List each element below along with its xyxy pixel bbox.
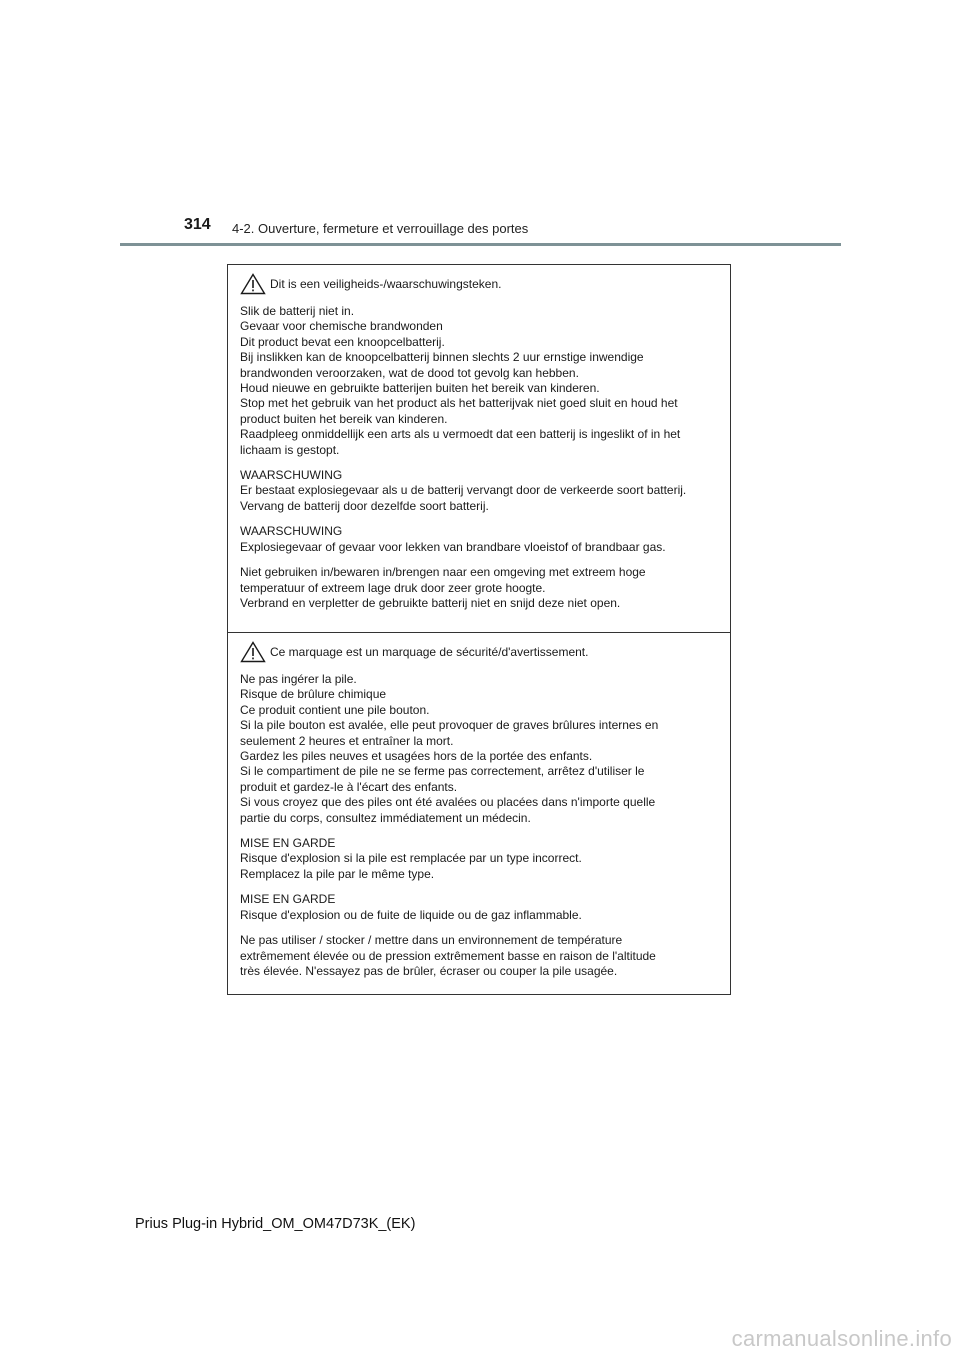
label-line: produit et gardez-le à l'écart des enfants. bbox=[240, 779, 458, 794]
battery-warning-label bbox=[227, 264, 731, 995]
label-line: Si la pile bouton est avalée, elle peut provoquer de graves brûlures internes en bbox=[240, 718, 659, 733]
header-rule bbox=[120, 243, 841, 246]
label-line: temperatuur of extreem lage druk door zeer grote hoogte. bbox=[240, 580, 546, 595]
label-line: seulement 2 heures et entraîner la mort. bbox=[240, 733, 454, 748]
label-line: WAARSCHUWING bbox=[240, 524, 343, 539]
warning-triangle-icon bbox=[240, 641, 266, 663]
label-line: Gevaar voor chemische brandwonden bbox=[240, 319, 443, 334]
warning-triangle-icon bbox=[240, 273, 266, 295]
label-line: Remplacez la pile par le même type. bbox=[240, 866, 435, 881]
section-title: 4-2. Ouverture, fermeture et verrouillage des portes bbox=[232, 221, 529, 236]
label-line: MISE EN GARDE bbox=[240, 892, 336, 907]
label-line: Si le compartiment de pile ne se ferme pas correctement, arrêtez d'utiliser le bbox=[240, 764, 645, 779]
label-line: WAARSCHUWING bbox=[240, 468, 343, 483]
label-header-dutch bbox=[240, 272, 724, 296]
label-section-french bbox=[228, 633, 730, 994]
label-line: partie du corps, consultez immédiatement un médecin. bbox=[240, 810, 531, 825]
label-header-french bbox=[240, 640, 724, 664]
label-line: Risque d'explosion ou de fuite de liquide ou de gaz inflammable. bbox=[240, 907, 582, 922]
label-header-text: Dit is een veiligheids-/waarschuwingsteken. bbox=[270, 276, 502, 291]
label-line: Explosiegevaar of gevaar voor lekken van brandbare vloeistof of brandbaar gas. bbox=[240, 539, 666, 554]
label-line: très élevée. N'essayez pas de brûler, écraser ou couper la pile usagée. bbox=[240, 963, 618, 978]
label-line: extrêmement élevée ou de pression extrêmement basse en raison de l'altitude bbox=[240, 948, 656, 963]
label-line: brandwonden veroorzaken, wat de dood tot gevolg kan hebben. bbox=[240, 365, 579, 380]
label-header-text: Ce marquage est un marquage de sécurité/d'avertissement. bbox=[270, 644, 589, 659]
label-line: Vervang de batterij door dezelfde soort batterij. bbox=[240, 498, 489, 513]
label-body-french bbox=[240, 672, 724, 979]
label-body-dutch bbox=[240, 304, 724, 611]
label-line: Ne pas ingérer la pile. bbox=[240, 672, 357, 686]
label-line: Niet gebruiken in/bewaren in/brengen naar een omgeving met extreem hoge bbox=[240, 565, 646, 580]
label-line: MISE EN GARDE bbox=[240, 836, 336, 851]
label-line: Si vous croyez que des piles ont été avalées ou placées dans n'importe quelle bbox=[240, 795, 656, 810]
label-line: Houd nieuwe en gebruikte batterijen buiten het bereik van kinderen. bbox=[240, 381, 600, 396]
label-section-dutch bbox=[228, 265, 730, 633]
label-line: Gardez les piles neuves et usagées hors de la portée des enfants. bbox=[240, 749, 593, 764]
label-line: Stop met het gebruik van het product als het batterijvak niet goed sluit en houd het bbox=[240, 396, 678, 411]
label-paragraph bbox=[240, 468, 724, 514]
label-line: Raadpleeg onmiddellijk een arts als u vermoedt dat een batterij is ingeslikt of in het bbox=[240, 427, 681, 442]
label-paragraph bbox=[240, 304, 724, 458]
label-line: lichaam is gestopt. bbox=[240, 442, 340, 457]
label-paragraph bbox=[240, 672, 724, 826]
label-line: Er bestaat explosiegevaar als u de batterij vervangt door de verkeerde soort batterij. bbox=[240, 483, 687, 498]
label-line: Bij inslikken kan de knoopcelbatterij binnen slechts 2 uur ernstige inwendige bbox=[240, 350, 644, 365]
label-line: Risque de brûlure chimique bbox=[240, 687, 387, 702]
watermark: carmanualsonline.info bbox=[731, 1326, 952, 1351]
label-paragraph bbox=[240, 892, 724, 923]
label-line: Ce produit contient une pile bouton. bbox=[240, 702, 430, 717]
label-paragraph bbox=[240, 565, 724, 611]
page-number: 314 bbox=[184, 216, 211, 233]
label-line: Ne pas utiliser / stocker / mettre dans un environnement de température bbox=[240, 933, 623, 948]
label-line: Risque d'explosion si la pile est remplacée par un type incorrect. bbox=[240, 851, 582, 866]
label-line: Verbrand en verpletter de gebruikte batterij niet en snijd deze niet open. bbox=[240, 595, 621, 610]
label-line: Dit product bevat een knoopcelbatterij. bbox=[240, 334, 445, 349]
label-paragraph bbox=[240, 524, 724, 555]
label-line: Slik de batterij niet in. bbox=[240, 304, 355, 318]
footer-document-id: Prius Plug-in Hybrid_OM_OM47D73K_(EK) bbox=[135, 1216, 416, 1232]
label-paragraph bbox=[240, 836, 724, 882]
label-paragraph bbox=[240, 933, 724, 979]
label-line: product buiten het bereik van kinderen. bbox=[240, 411, 448, 426]
